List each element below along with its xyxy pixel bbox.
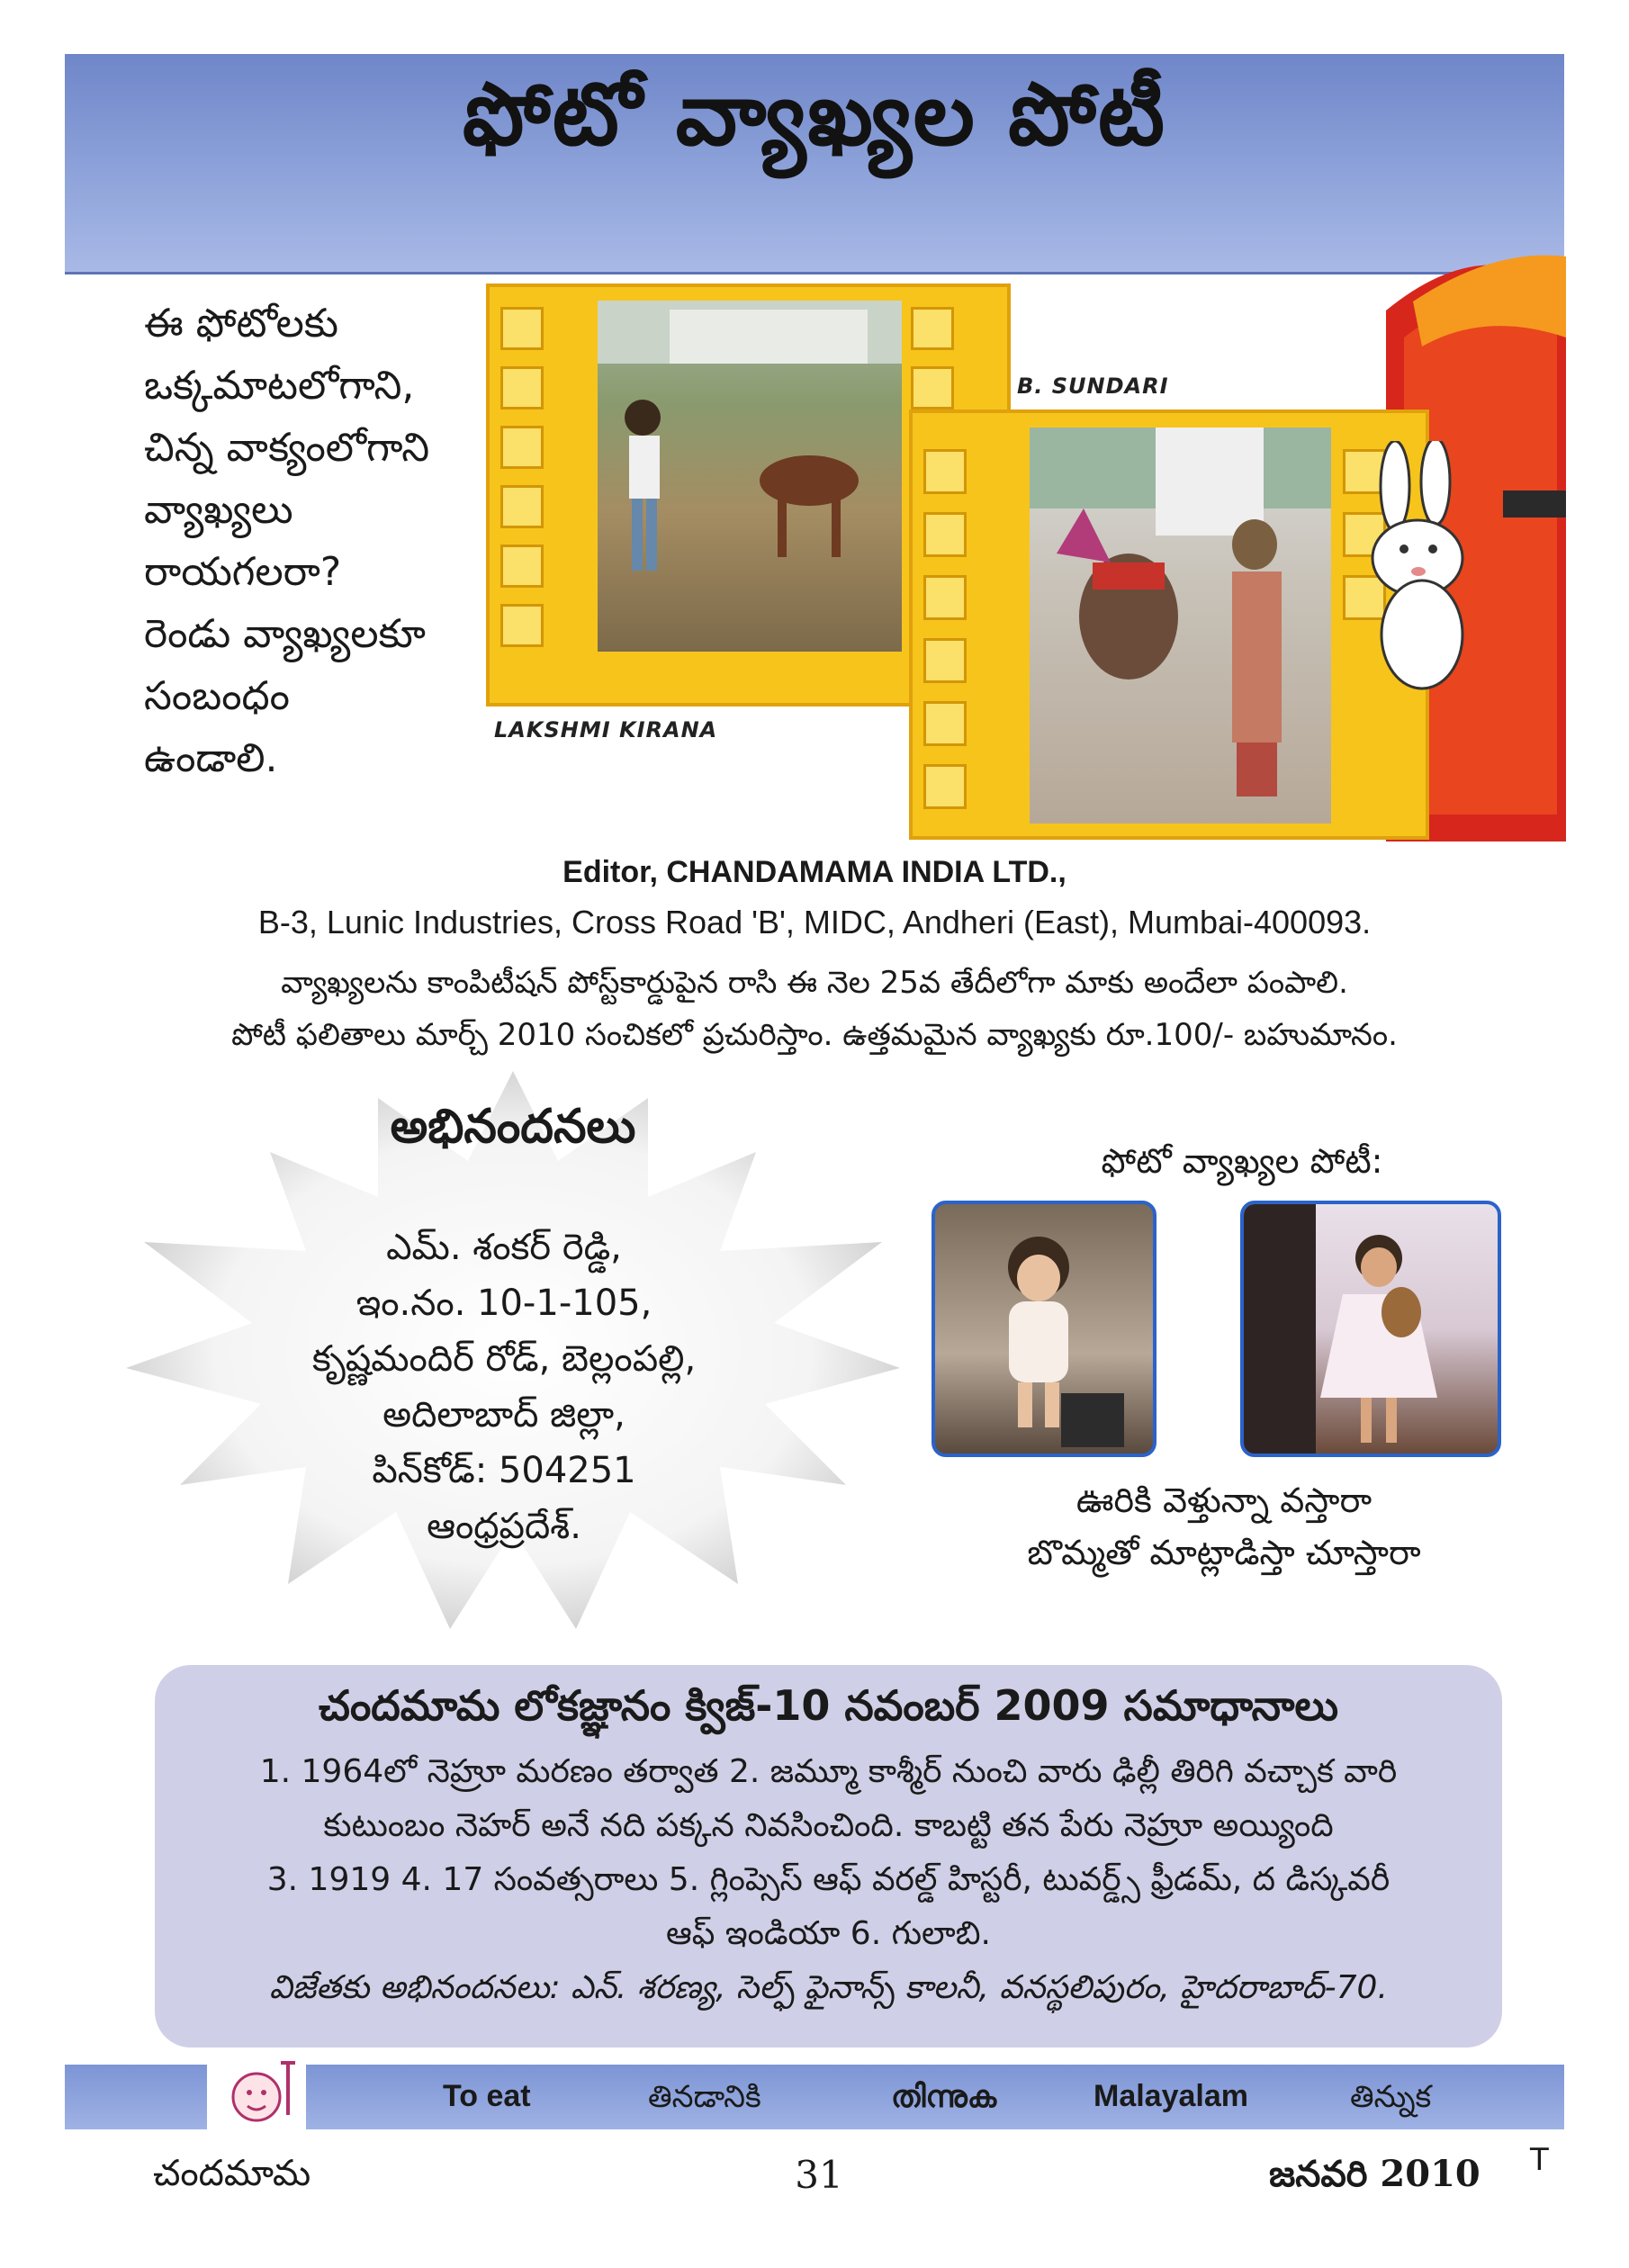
quiz-answer-line: ఆఫ్ ఇండియా 6. గులాబి. — [666, 1915, 991, 1952]
corner-mark: T — [1530, 2142, 1549, 2178]
intro-line: రాయగలరా? — [144, 549, 342, 595]
winning-caption-2: బొమ్మతో మాట్లాడిస్తా చూస్తారా — [1027, 1533, 1421, 1572]
quiz-answer-line: 1. 1964లో నెహ్రూ మరణం తర్వాత 2. జమ్మూ కాశ్మీర్ నుంచి వారు ఢిల్లీ తిరిగి వచ్చాక వారి — [259, 1753, 1398, 1790]
magazine-name: చందమామ — [153, 2153, 311, 2194]
winner-line: ఆంధ్రప్రదేశ్. — [427, 1506, 581, 1547]
intro-text — [144, 292, 468, 789]
winning-caption-1: ఊరికి వెళ్తున్నా వస్తారా — [1076, 1480, 1372, 1520]
quiz-winner-line: విజేతకు అభినందనలు: ఎన్. శరణ్య, సెల్ఫ్ ఫైనాన్స్ కాలనీ, వనస్థలిపురం, హైదరాబాద్-70. — [269, 1969, 1388, 2006]
quiz-title: చందమామ లోకజ్ఞానం క్విజ్-10 నవంబర్ 2009 సమాధానాలు — [318, 1681, 1338, 1730]
winner-line: కృష్ణమందిర్ రోడ్, బెల్లంపల్లి, — [311, 1338, 697, 1380]
footer-malayalam-word: തിന്നുക — [891, 2079, 997, 2115]
quiz-answer-line: కుటుంబం నెహర్ అనే నది పక్కన నివసించింది. కాబట్టి తన పేరు నెహ్రూ అయ్యింది — [323, 1807, 1334, 1844]
contest-result-label: ఫోటో వ్యాఖ్యల పోటీ: — [1101, 1141, 1383, 1181]
decorated-bull-photo — [1030, 428, 1331, 824]
intro-line: వ్యాఖ్యలు — [144, 487, 293, 533]
winner-address — [252, 1220, 756, 1554]
intro-line: ఈ ఫోటోలకు — [144, 301, 339, 346]
submission-instructions: వ్యాఖ్యలను కాంపిటీషన్ పోస్ట్‌కార్డుపైన రాసి ఈ నెల 25వ తేదీలోగా మాకు అందేలా పంపాలి. — [281, 965, 1348, 1001]
editor-address: B-3, Lunic Industries, Cross Road 'B', MIDC, Andheri (East), Mumbai-400093. — [257, 904, 1372, 940]
footer-english-word: To eat — [443, 2079, 531, 2113]
eating-cartoon-icon — [207, 2056, 306, 2146]
editor-title: Editor, CHANDAMAMA INDIA LTD., — [562, 855, 1066, 889]
photo-credit-left: LAKSHMI KIRANA — [494, 717, 718, 742]
girl-with-suitcase-photo — [932, 1201, 1156, 1457]
girl-with-doll-photo — [1240, 1201, 1501, 1457]
photo-credit-right: B. SUNDARI — [1017, 374, 1169, 399]
prize-info: పోటీ ఫలితాలు మార్చ్ 2010 సంచికలో ప్రచురిస్తాం. ఉత్తమమైన వ్యాఖ్యకు రూ.100/- బహుమానం. — [231, 1017, 1398, 1053]
page-title: ఫోటో వ్యాఖ్యల పోటీ — [462, 63, 1167, 165]
winner-line: అదిలాబాద్ జిల్లా, — [382, 1394, 626, 1436]
footer-telugu-word: తినడానికి — [648, 2079, 761, 2115]
intro-line: రెండు వ్యాఖ్యలకూ — [144, 611, 426, 657]
footer-language-name: Malayalam — [1094, 2079, 1248, 2113]
rabbit-mascot-icon — [1350, 441, 1503, 702]
winner-line: ఎమ్. శంకర్ రెడ్డి, — [386, 1227, 622, 1268]
intro-line: ఒక్కమాటలోగాని, — [144, 363, 415, 409]
page-number: 31 — [795, 2153, 843, 2197]
quiz-answer-line: 3. 1919 4. 17 సంవత్సరాలు 5. గ్లింప్సెస్ ఆఫ్ వరల్డ్ హిస్టరీ, టువర్డ్స్ ఫ్రీడమ్, ద డిస్కవరీ — [266, 1861, 1390, 1898]
winner-line: పిన్‌కోడ్: 504251 — [372, 1450, 636, 1491]
issue-date: జనవరి 2010 — [1269, 2153, 1480, 2195]
footer-transliteration: తిన్నుక — [1350, 2079, 1432, 2115]
congrats-heading: అభినందనలు — [390, 1100, 636, 1154]
boy-with-calf-photo — [598, 301, 902, 652]
intro-line: ఉండాలి. — [144, 735, 278, 781]
winner-line: ఇం.నం. 10-1-105, — [356, 1282, 652, 1324]
intro-line: సంబంధం — [144, 673, 290, 719]
intro-line: చిన్న వాక్యంలోగాని — [144, 425, 430, 471]
